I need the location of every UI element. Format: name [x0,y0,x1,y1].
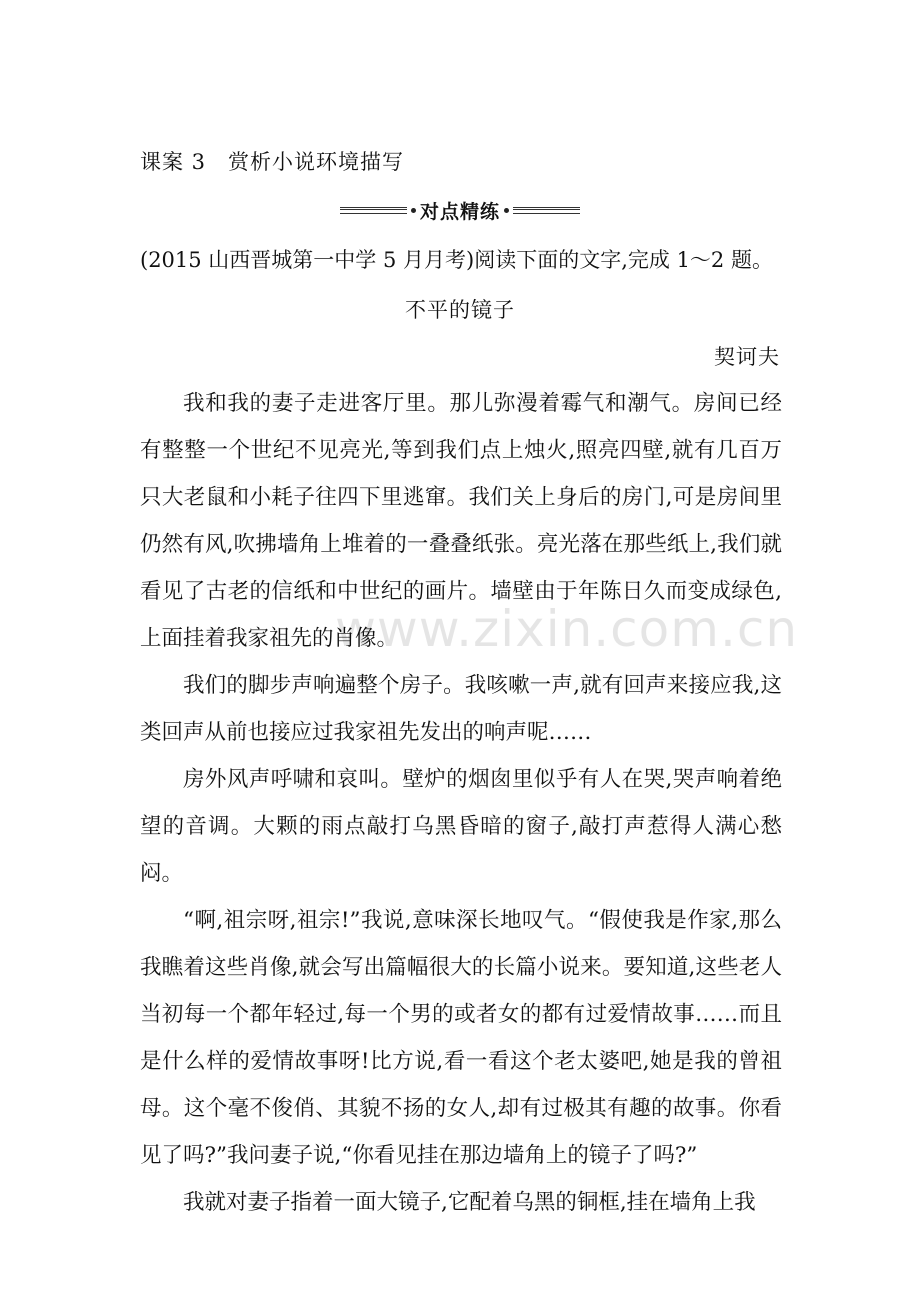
banner-rule-right [513,207,580,214]
watermark: www.zixin.com.cn [335,600,799,658]
story-author: 契诃夫 [714,345,780,369]
paragraph: “啊,祖宗呀,祖宗!”我说,意味深长地叹气。“假使我是作家,那么我瞧着这些肖像,就会写出篇幅很大的长篇小说来。要知道,这些老人当初每一个都年轻过,每一个男的或者女的都有过爱情故事……而且是什么样的爱情故事呀!比方说,看一看这个老太婆吧,她是我的曾祖母。这个毫不俊俏、其貌不扬的女人,却有过极其有趣的故事。你看见了吗?”我问妻子说,“你看见挂在那边墙角上的镜子了吗?” [140,908,782,1168]
question-instruction: (2015 山西晋城第一中学 5 月月考)阅读下面的文字,完成 1～2 题。 [140,248,773,272]
paragraph: 我就对妻子指着一面大镜子,它配着乌黑的铜框,挂在墙角上我 [183,1190,756,1215]
paragraph: 我们的脚步声响遍整个房子。我咳嗽一声,就有回声来接应我,这类回声从前也接应过我家祖先发出的响声呢…… [140,673,782,745]
lesson-title: 课案 3 赏析小说环境描写 [140,150,405,174]
paragraph: 我和我的妻子走进客厅里。那儿弥漫着霉气和潮气。房间已经有整整一个世纪不见亮光,等到我们点上烛火,照亮四壁,就有几百万只大老鼠和小耗子往四下里逃窜。我们关上身后的房门,可是房间里仍然有风,吹拂墙角上堆着的一叠叠纸张。亮光落在那些纸上,我们就看见了古老的信纸和中世纪的画片。墙壁由于年陈日久而变成绿色,上面挂着我家祖先的肖像。 [140,391,782,651]
paragraph: 房外风声呼啸和哀叫。壁炉的烟囱里似乎有人在哭,哭声响着绝望的音调。大颗的雨点敲打乌黑昏暗的窗子,敲打声惹得人满心愁闷。 [140,767,782,886]
story-body [140,380,782,1226]
banner-dot-left [411,208,416,213]
section-banner [340,198,580,222]
story-title: 不平的镜子 [405,298,515,322]
banner-rule-left [340,207,407,214]
banner-dot-right [504,208,509,213]
section-label: 对点精练 [420,200,501,223]
